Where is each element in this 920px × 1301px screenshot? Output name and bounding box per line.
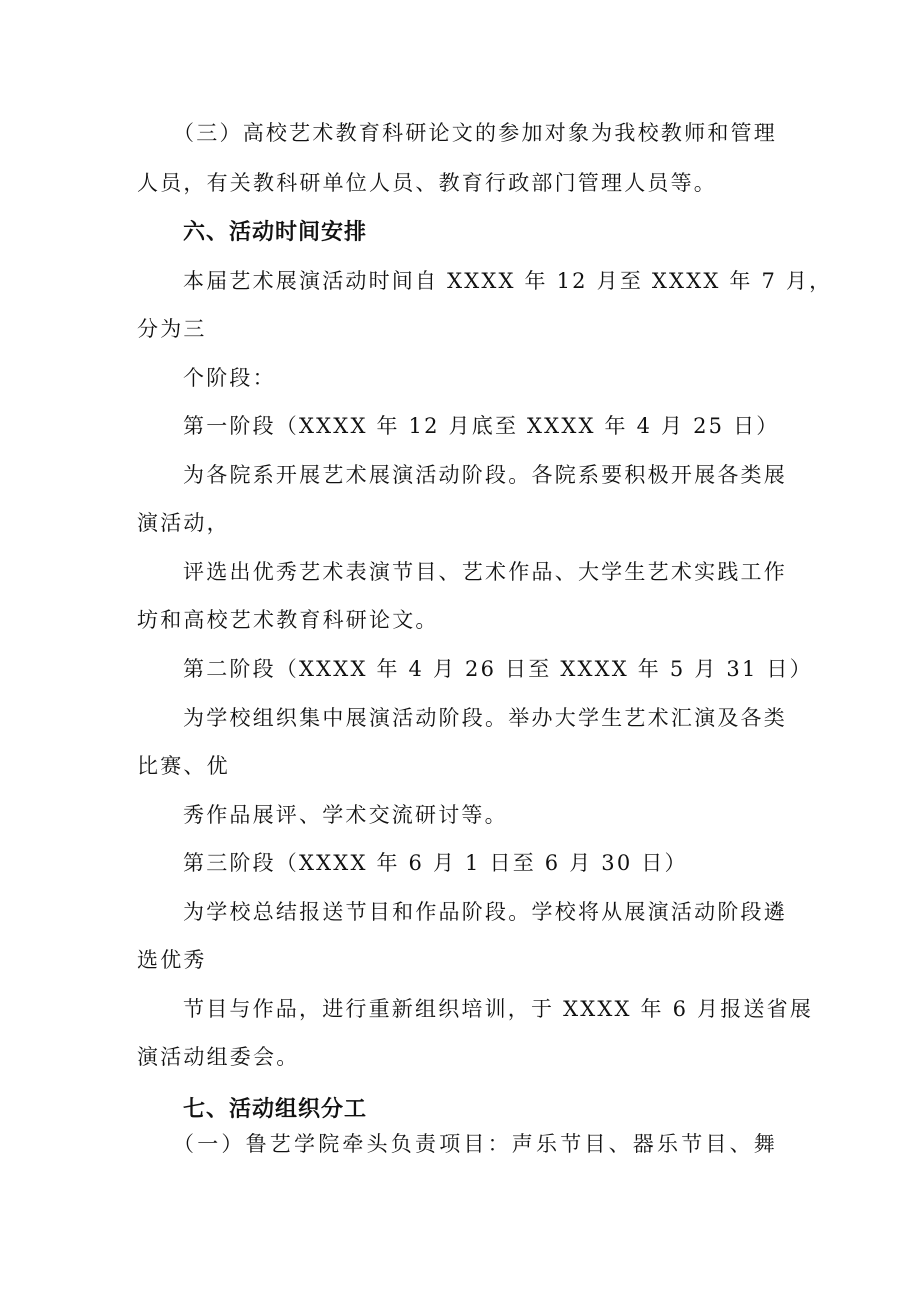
paragraph-line: （三）高校艺术教育科研论文的参加对象为我校教师和管理	[173, 121, 777, 145]
paragraph-line: 为学校组织集中展演活动阶段。举办大学生艺术汇演及各类	[183, 706, 787, 730]
paragraph-line: 评选出优秀艺术表演节目、艺术作品、大学生艺术实践工作	[183, 560, 787, 584]
stage-title: 第二阶段（XXXX 年 4 月 26 日至 XXXX 年 5 月 31 日）	[183, 657, 813, 681]
paragraph-line: （一）鲁艺学院牵头负责项目：声乐节目、器乐节目、舞	[173, 1132, 777, 1156]
paragraph-line: 坊和高校艺术教育科研论文。	[137, 608, 439, 632]
stage-title: 第三阶段（XXXX 年 6 月 1 日至 6 月 30 日）	[183, 851, 688, 875]
paragraph-line: 为各院系开展艺术展演活动阶段。各院系要积极开展各类展	[183, 463, 787, 487]
paragraph-line: 秀作品展评、学术交流研讨等。	[183, 803, 508, 827]
paragraph-line: 个阶段：	[183, 366, 276, 390]
paragraph-line: 演活动，	[137, 511, 230, 535]
paragraph-line: 人员，有关教科研单位人员、教育行政部门管理人员等。	[137, 171, 717, 195]
paragraph-line: 选优秀	[137, 948, 207, 972]
stage-title: 第一阶段（XXXX 年 12 月底至 XXXX 年 4 月 25 日）	[183, 414, 780, 438]
paragraph-line: 为学校总结报送节目和作品阶段。学校将从展演活动阶段遴	[183, 900, 787, 924]
paragraph-line: 节目与作品，进行重新组织培训，于 XXXX 年 6 月报送省展	[183, 997, 814, 1021]
paragraph-line: 本届艺术展演活动时间自 XXXX 年 12 月至 XXXX 年 7 月，	[183, 269, 833, 293]
section-heading: 六、活动时间安排	[183, 220, 368, 245]
section-heading: 七、活动组织分工	[183, 1097, 368, 1122]
paragraph-line: 演活动组委会。	[137, 1045, 300, 1069]
paragraph-line: 比赛、优	[137, 754, 230, 778]
paragraph-line: 分为三	[137, 317, 207, 341]
